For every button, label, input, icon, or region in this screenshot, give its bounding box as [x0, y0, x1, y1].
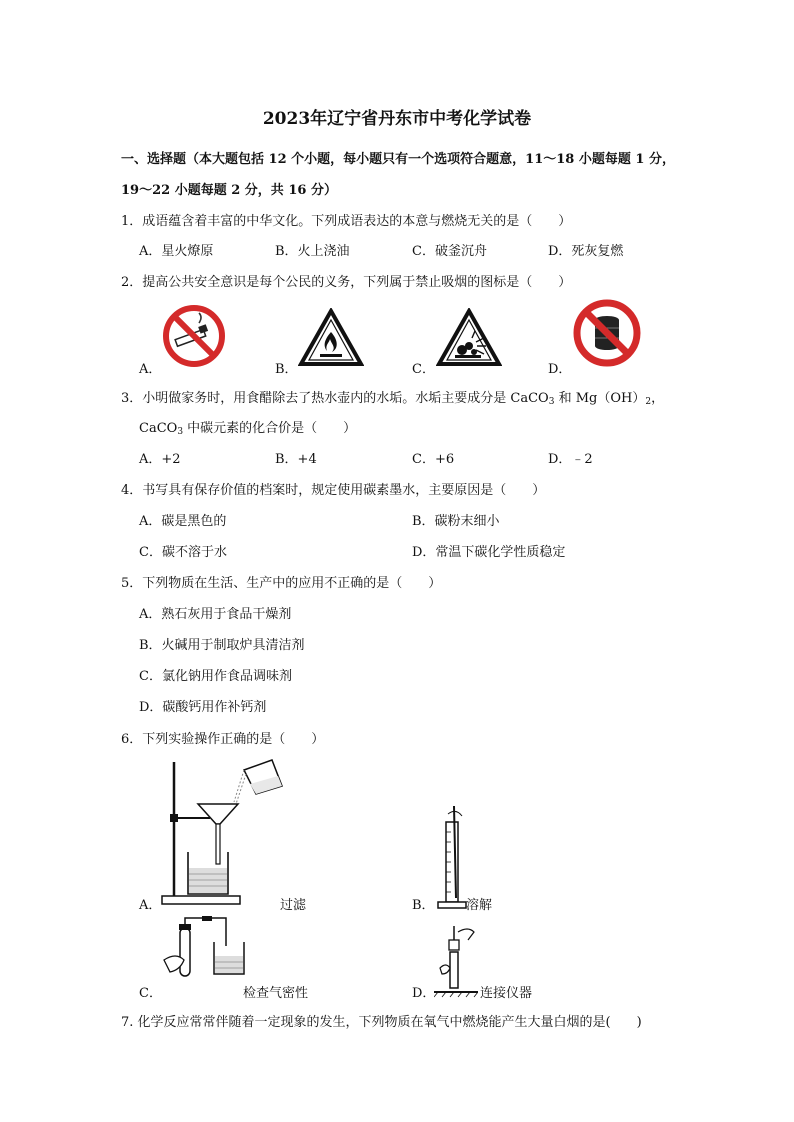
section-header-line-2: 19～22 小题每题 2 分，共 16 分） — [121, 183, 337, 198]
q2-option-d[interactable]: D． — [548, 362, 572, 377]
q6-option-d-label: 连接仪器 — [480, 986, 533, 1001]
explosive-warning-icon[interactable] — [436, 308, 502, 368]
q5-option-c[interactable]: C．氯化钠用作食品调味剂 — [139, 669, 292, 684]
q4-option-a[interactable]: A．碳是黑色的 — [139, 514, 227, 529]
q6-option-c-label: 检查气密性 — [243, 986, 309, 1001]
question-6-stem: 6．下列实验操作正确的是（ ） — [121, 732, 325, 747]
question-7-stem: 7. 化学反应常常伴随着一定现象的发生，下列物质在氧气中燃烧能产生大量白烟的是( ) — [121, 1015, 642, 1030]
q6-option-a[interactable]: A． — [139, 898, 162, 913]
no-smoking-icon[interactable] — [161, 303, 227, 369]
q1-option-a[interactable]: A．星火燎原 — [139, 244, 214, 259]
q3-line2-b: 中碳元素的化合价是（ ） — [183, 421, 357, 436]
q3-option-d[interactable]: D．﹣2 — [548, 452, 593, 467]
question-2-stem: 2．提高公共安全意识是每个公民的义务，下列属于禁止吸烟的图标是（ ） — [121, 275, 572, 290]
q1-option-d[interactable]: D．死灰复燃 — [548, 244, 624, 259]
q3-text-c: ， — [651, 391, 665, 406]
q3-text-b: 和 Mg（OH） — [554, 391, 646, 406]
q2-option-c[interactable]: C． — [412, 362, 435, 377]
q3-line2-sub: 3 — [177, 427, 184, 437]
q3-line2-a: CaCO — [139, 421, 178, 436]
question-5-stem: 5．下列物质在生活、生产中的应用不正确的是（ ） — [121, 576, 442, 591]
question-3-stem-line-2 — [139, 417, 356, 437]
cylinder-dissolving-icon[interactable] — [434, 802, 470, 912]
q6-option-a-label: 过滤 — [280, 898, 307, 913]
q4-option-c[interactable]: C．碳不溶于水 — [139, 545, 227, 560]
q3-option-a[interactable]: A．+2 — [139, 452, 181, 467]
q4-option-b[interactable]: B．碳粉末细小 — [412, 514, 500, 529]
q2-option-b[interactable]: B． — [275, 362, 298, 377]
q2-option-a[interactable]: A． — [139, 362, 162, 377]
q3-sub-a: 3 — [548, 397, 555, 407]
q5-option-a[interactable]: A．熟石灰用于食品干燥剂 — [139, 607, 292, 622]
question-3-stem-line-1 — [121, 387, 664, 407]
q6-option-d[interactable]: D． — [412, 986, 436, 1001]
connecting-apparatus-icon[interactable] — [434, 922, 478, 998]
q3-option-c[interactable]: C．+6 — [412, 452, 455, 467]
q5-option-d[interactable]: D．碳酸钙用作补钙剂 — [139, 700, 267, 715]
no-fuel-barrel-icon[interactable] — [572, 298, 642, 368]
flammable-warning-icon[interactable] — [298, 308, 364, 368]
q6-option-c[interactable]: C． — [139, 986, 162, 1001]
section-header-line-1: 一、选择题（本大题包括 12 个小题，每小题只有一个选项符合题意，11～18 小题每题 1 分， — [121, 152, 675, 167]
q6-option-b-label: 溶解 — [466, 898, 493, 913]
q4-option-d[interactable]: D．常温下碳化学性质稳定 — [412, 545, 566, 560]
page-title: 2023年辽宁省丹东市中考化学试卷 — [262, 109, 532, 129]
question-1-stem: 1．成语蕴含着丰富的中华文化。下列成语表达的本意与燃烧无关的是（ ） — [121, 214, 572, 229]
q1-option-b[interactable]: B．火上浇油 — [275, 244, 350, 259]
q3-text-a: 3．小明做家务时，用食醋除去了热水壶内的水垢。水垢主要成分是 CaCO — [121, 391, 549, 406]
question-4-stem: 4．书写具有保存价值的档案时，规定使用碳素墨水，主要原因是（ ） — [121, 483, 546, 498]
q5-option-b[interactable]: B．火碱用于制取炉具清洁剂 — [139, 638, 305, 653]
q6-option-b[interactable]: B． — [412, 898, 435, 913]
q3-option-b[interactable]: B．+4 — [275, 452, 317, 467]
q3-sub-b: 2 — [645, 397, 652, 407]
airtightness-check-icon[interactable] — [158, 916, 252, 982]
filtration-apparatus-icon[interactable] — [158, 756, 288, 910]
q1-option-c[interactable]: C．破釜沉舟 — [412, 244, 487, 259]
